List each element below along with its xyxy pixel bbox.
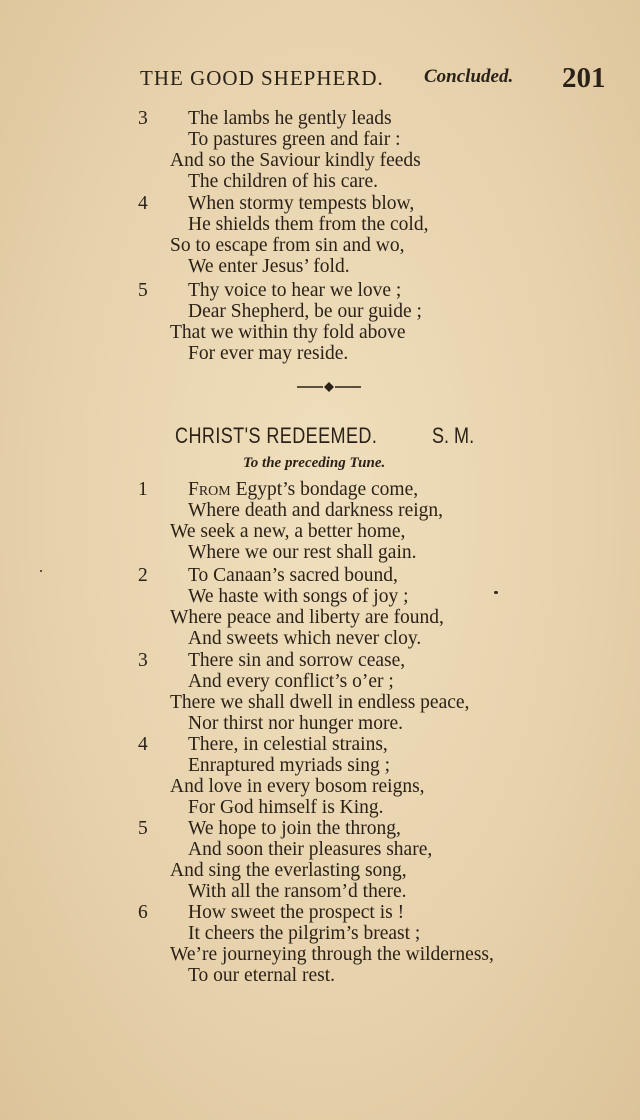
- stanza-line: Where death and darkness reign,: [188, 500, 444, 521]
- stanza-line: The lambs he gently leads: [188, 108, 392, 129]
- stanza-line: It cheers the pilgrim’s breast ;: [188, 923, 421, 944]
- stanza-line: So to escape from sin and wo,: [170, 235, 405, 256]
- stanza-line: There we shall dwell in endless peace,: [170, 692, 470, 713]
- stanza-line: We hope to join the throng,: [188, 818, 401, 839]
- stanza-line: That we within thy fold above: [170, 322, 406, 343]
- stanza-number: 1: [138, 479, 148, 500]
- page-number: 201: [562, 62, 606, 94]
- stanza-line: And every conflict’s o’er ;: [188, 671, 394, 692]
- stanza-line: We haste with songs of joy ;: [188, 586, 409, 607]
- hymn-title: CHRIST'S REDEEMED.: [175, 423, 378, 448]
- stanza-number: 3: [138, 108, 148, 129]
- running-head: [0, 62, 640, 102]
- stanza-number: 5: [138, 280, 148, 301]
- stanza-line: Enraptured myriads sing ;: [188, 755, 390, 776]
- ink-speck: [494, 591, 498, 594]
- stanza-line: Nor thirst nor hunger more.: [188, 713, 403, 734]
- stanza-line: He shields them from the cold,: [188, 214, 429, 235]
- stanza-line: We’re journeying through the wilderness,: [170, 944, 494, 965]
- stanza-line: We seek a new, a better home,: [170, 521, 406, 542]
- stanza-line: Dear Shepherd, be our guide ;: [188, 301, 422, 322]
- first-line-rest: Egypt’s bondage come,: [230, 479, 419, 500]
- stanza-line: To our eternal rest.: [188, 965, 335, 986]
- stanza-line: For God himself is King.: [188, 797, 384, 818]
- stanza-line: Where peace and liberty are found,: [170, 607, 444, 628]
- stanza-line: For ever may reside.: [188, 343, 349, 364]
- stanza-line: Thy voice to hear we love ;: [188, 280, 402, 301]
- stanza-number: 4: [138, 193, 148, 214]
- stanza-line: There, in celestial strains,: [188, 734, 388, 755]
- first-word: From: [188, 479, 231, 500]
- stanza-line: And soon their pleasures share,: [188, 839, 433, 860]
- stanza-line: How sweet the prospect is !: [188, 902, 405, 923]
- stanza-number: 5: [138, 818, 148, 839]
- stanza-line: And love in every bosom reigns,: [170, 776, 425, 797]
- stanza-line: To Canaan’s sacred bound,: [188, 565, 398, 586]
- stanza-number: 3: [138, 650, 148, 671]
- stanza-number: 2: [138, 565, 148, 586]
- stanza-line: And sing the everlasting song,: [170, 860, 407, 881]
- hymn-meter: S. M.: [432, 423, 475, 448]
- ink-speck: [40, 570, 42, 572]
- stanza-line: There sin and sorrow cease,: [188, 650, 406, 671]
- stanza-line: To pastures green and fair :: [188, 129, 401, 150]
- stanza-line: And sweets which never cloy.: [188, 628, 422, 649]
- tune-note: To the preceding Tune.: [243, 455, 386, 471]
- stanza-line: Where we our rest shall gain.: [188, 542, 417, 563]
- running-head-concluded: Concluded.: [424, 66, 514, 87]
- stanza-line: And so the Saviour kindly feeds: [170, 150, 421, 171]
- stanza-number: 6: [138, 902, 148, 923]
- stanza-line: When stormy tempests blow,: [188, 193, 415, 214]
- stanza-line: [188, 479, 418, 501]
- running-head-title: THE GOOD SHEPHERD.: [140, 66, 384, 90]
- stanza-line: The children of his care.: [188, 171, 379, 192]
- ornament-divider-icon: [297, 381, 361, 393]
- stanza-number: 4: [138, 734, 148, 755]
- stanza-line: We enter Jesus’ fold.: [188, 256, 350, 277]
- stanza-line: With all the ransom’d there.: [188, 881, 407, 902]
